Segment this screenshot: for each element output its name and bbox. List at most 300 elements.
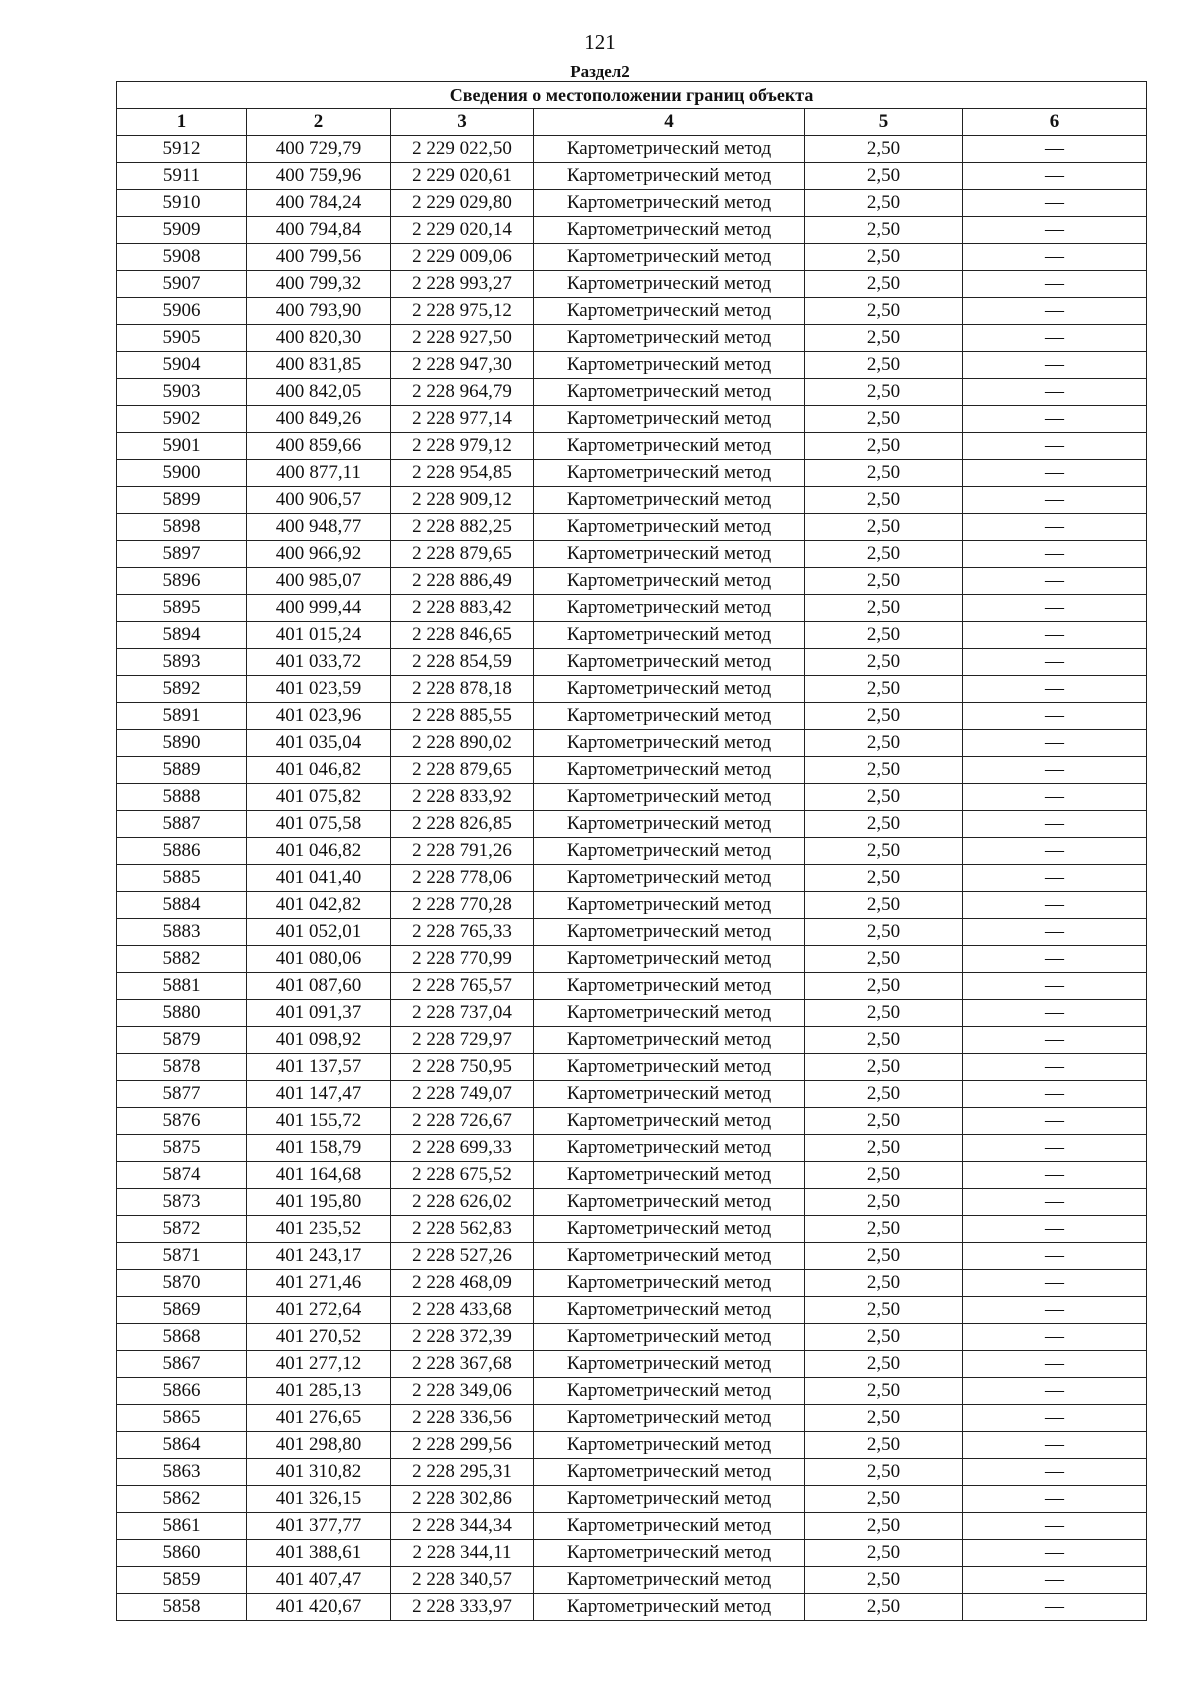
dash-cell: —: [963, 973, 1147, 1000]
x-coordinate-cell: 401 075,82: [247, 784, 391, 811]
dash-cell: —: [963, 892, 1147, 919]
y-coordinate-cell: 2 228 890,02: [391, 730, 534, 757]
x-coordinate-cell: 400 794,84: [247, 217, 391, 244]
method-cell: Картометрический метод: [534, 433, 805, 460]
point-number-cell: 5874: [117, 1162, 247, 1189]
table-row: [117, 1027, 1147, 1054]
dash-cell: —: [963, 946, 1147, 973]
dash-cell: —: [963, 1297, 1147, 1324]
y-coordinate-cell: 2 228 726,67: [391, 1108, 534, 1135]
x-coordinate-cell: 401 407,47: [247, 1567, 391, 1594]
point-number-cell: 5901: [117, 433, 247, 460]
x-coordinate-cell: 401 046,82: [247, 838, 391, 865]
dash-cell: —: [963, 487, 1147, 514]
method-cell: Картометрический метод: [534, 1243, 805, 1270]
x-coordinate-cell: 401 035,04: [247, 730, 391, 757]
x-coordinate-cell: 400 948,77: [247, 514, 391, 541]
table-row: [117, 406, 1147, 433]
y-coordinate-cell: 2 228 854,59: [391, 649, 534, 676]
table-row: [117, 541, 1147, 568]
dash-cell: —: [963, 1378, 1147, 1405]
y-coordinate-cell: 2 228 977,14: [391, 406, 534, 433]
point-number-cell: 5890: [117, 730, 247, 757]
accuracy-cell: 2,50: [805, 325, 963, 352]
point-number-cell: 5880: [117, 1000, 247, 1027]
point-number-cell: 5902: [117, 406, 247, 433]
accuracy-cell: 2,50: [805, 730, 963, 757]
table-row: [117, 622, 1147, 649]
table-row: [117, 649, 1147, 676]
accuracy-cell: 2,50: [805, 298, 963, 325]
point-number-cell: 5907: [117, 271, 247, 298]
table-row: [117, 1540, 1147, 1567]
method-cell: Картометрический метод: [534, 1027, 805, 1054]
section-label: Раздел2: [570, 62, 630, 81]
x-coordinate-cell: 401 271,46: [247, 1270, 391, 1297]
point-number-cell: 5897: [117, 541, 247, 568]
point-number-cell: 5912: [117, 136, 247, 163]
point-number-cell: 5859: [117, 1567, 247, 1594]
y-coordinate-cell: 2 228 302,86: [391, 1486, 534, 1513]
dash-cell: —: [963, 1270, 1147, 1297]
x-coordinate-cell: 401 023,59: [247, 676, 391, 703]
point-number-cell: 5906: [117, 298, 247, 325]
method-cell: Картометрический метод: [534, 514, 805, 541]
accuracy-cell: 2,50: [805, 622, 963, 649]
dash-cell: —: [963, 838, 1147, 865]
table-row: [117, 1405, 1147, 1432]
accuracy-cell: 2,50: [805, 1405, 963, 1432]
point-number-cell: 5871: [117, 1243, 247, 1270]
accuracy-cell: 2,50: [805, 217, 963, 244]
point-number-cell: 5883: [117, 919, 247, 946]
x-coordinate-cell: 400 859,66: [247, 433, 391, 460]
y-coordinate-cell: 2 228 626,02: [391, 1189, 534, 1216]
table-row: [117, 217, 1147, 244]
method-cell: Картометрический метод: [534, 838, 805, 865]
y-coordinate-cell: 2 228 737,04: [391, 1000, 534, 1027]
point-number-cell: 5872: [117, 1216, 247, 1243]
method-cell: Картометрический метод: [534, 1054, 805, 1081]
accuracy-cell: 2,50: [805, 487, 963, 514]
method-cell: Картометрический метод: [534, 244, 805, 271]
accuracy-cell: 2,50: [805, 1486, 963, 1513]
dash-cell: —: [963, 352, 1147, 379]
accuracy-cell: 2,50: [805, 163, 963, 190]
x-coordinate-cell: 400 820,30: [247, 325, 391, 352]
table-row: [117, 433, 1147, 460]
accuracy-cell: 2,50: [805, 1054, 963, 1081]
x-coordinate-cell: 401 147,47: [247, 1081, 391, 1108]
point-number-cell: 5887: [117, 811, 247, 838]
x-coordinate-cell: 401 046,82: [247, 757, 391, 784]
y-coordinate-cell: 2 228 333,97: [391, 1594, 534, 1621]
accuracy-cell: 2,50: [805, 1027, 963, 1054]
point-number-cell: 5905: [117, 325, 247, 352]
y-coordinate-cell: 2 228 833,92: [391, 784, 534, 811]
accuracy-cell: 2,50: [805, 568, 963, 595]
dash-cell: —: [963, 703, 1147, 730]
method-cell: Картометрический метод: [534, 973, 805, 1000]
dash-cell: —: [963, 1000, 1147, 1027]
column-number-row: [117, 109, 1147, 136]
y-coordinate-cell: 2 228 433,68: [391, 1297, 534, 1324]
page-number: 121: [584, 30, 616, 54]
point-number-cell: 5862: [117, 1486, 247, 1513]
table-row: [117, 1162, 1147, 1189]
accuracy-cell: 2,50: [805, 1243, 963, 1270]
method-cell: Картометрический метод: [534, 136, 805, 163]
table-row: [117, 1054, 1147, 1081]
method-cell: Картометрический метод: [534, 217, 805, 244]
method-cell: Картометрический метод: [534, 1216, 805, 1243]
point-number-cell: 5861: [117, 1513, 247, 1540]
method-cell: Картометрический метод: [534, 1135, 805, 1162]
x-coordinate-cell: 400 759,96: [247, 163, 391, 190]
table-row: [117, 703, 1147, 730]
column-header: 1: [117, 109, 247, 136]
y-coordinate-cell: 2 229 029,80: [391, 190, 534, 217]
point-number-cell: 5877: [117, 1081, 247, 1108]
point-number-cell: 5888: [117, 784, 247, 811]
accuracy-cell: 2,50: [805, 136, 963, 163]
accuracy-cell: 2,50: [805, 406, 963, 433]
x-coordinate-cell: 401 235,52: [247, 1216, 391, 1243]
point-number-cell: 5892: [117, 676, 247, 703]
point-number-cell: 5889: [117, 757, 247, 784]
method-cell: Картометрический метод: [534, 1324, 805, 1351]
y-coordinate-cell: 2 228 954,85: [391, 460, 534, 487]
y-coordinate-cell: 2 228 336,56: [391, 1405, 534, 1432]
y-coordinate-cell: 2 228 295,31: [391, 1459, 534, 1486]
point-number-cell: 5864: [117, 1432, 247, 1459]
table-row: [117, 298, 1147, 325]
table-caption-row: [117, 82, 1147, 109]
accuracy-cell: 2,50: [805, 271, 963, 298]
column-header: 2: [247, 109, 391, 136]
y-coordinate-cell: 2 228 879,65: [391, 541, 534, 568]
x-coordinate-cell: 400 799,56: [247, 244, 391, 271]
accuracy-cell: 2,50: [805, 1081, 963, 1108]
x-coordinate-cell: 401 272,64: [247, 1297, 391, 1324]
accuracy-cell: 2,50: [805, 190, 963, 217]
method-cell: Картометрический метод: [534, 1081, 805, 1108]
method-cell: Картометрический метод: [534, 163, 805, 190]
point-number-cell: 5884: [117, 892, 247, 919]
method-cell: Картометрический метод: [534, 1594, 805, 1621]
table-row: [117, 811, 1147, 838]
x-coordinate-cell: 400 842,05: [247, 379, 391, 406]
method-cell: Картометрический метод: [534, 379, 805, 406]
y-coordinate-cell: 2 228 344,11: [391, 1540, 534, 1567]
dash-cell: —: [963, 865, 1147, 892]
dash-cell: —: [963, 1108, 1147, 1135]
point-number-cell: 5867: [117, 1351, 247, 1378]
accuracy-cell: 2,50: [805, 1324, 963, 1351]
accuracy-cell: 2,50: [805, 919, 963, 946]
y-coordinate-cell: 2 228 699,33: [391, 1135, 534, 1162]
y-coordinate-cell: 2 228 675,52: [391, 1162, 534, 1189]
accuracy-cell: 2,50: [805, 838, 963, 865]
table-body: [117, 136, 1147, 1621]
accuracy-cell: 2,50: [805, 1378, 963, 1405]
point-number-cell: 5900: [117, 460, 247, 487]
point-number-cell: 5891: [117, 703, 247, 730]
table-row: [117, 325, 1147, 352]
point-number-cell: 5909: [117, 217, 247, 244]
table-row: [117, 1297, 1147, 1324]
table-caption: Сведения о местоположении границ объекта: [117, 82, 1147, 109]
table-row: [117, 136, 1147, 163]
dash-cell: —: [963, 541, 1147, 568]
accuracy-cell: 2,50: [805, 703, 963, 730]
table-row: [117, 838, 1147, 865]
dash-cell: —: [963, 1162, 1147, 1189]
y-coordinate-cell: 2 229 022,50: [391, 136, 534, 163]
x-coordinate-cell: 401 042,82: [247, 892, 391, 919]
dash-cell: —: [963, 271, 1147, 298]
y-coordinate-cell: 2 228 791,26: [391, 838, 534, 865]
method-cell: Картометрический метод: [534, 649, 805, 676]
dash-cell: —: [963, 190, 1147, 217]
method-cell: Картометрический метод: [534, 757, 805, 784]
dash-cell: —: [963, 1054, 1147, 1081]
method-cell: Картометрический метод: [534, 919, 805, 946]
dash-cell: —: [963, 757, 1147, 784]
point-number-cell: 5894: [117, 622, 247, 649]
y-coordinate-cell: 2 228 299,56: [391, 1432, 534, 1459]
accuracy-cell: 2,50: [805, 1135, 963, 1162]
x-coordinate-cell: 400 799,32: [247, 271, 391, 298]
x-coordinate-cell: 401 243,17: [247, 1243, 391, 1270]
method-cell: Картометрический метод: [534, 1513, 805, 1540]
method-cell: Картометрический метод: [534, 271, 805, 298]
accuracy-cell: 2,50: [805, 1594, 963, 1621]
x-coordinate-cell: 400 831,85: [247, 352, 391, 379]
dash-cell: —: [963, 730, 1147, 757]
x-coordinate-cell: 400 793,90: [247, 298, 391, 325]
table-row: [117, 271, 1147, 298]
accuracy-cell: 2,50: [805, 1351, 963, 1378]
table-row: [117, 595, 1147, 622]
table-row: [117, 1486, 1147, 1513]
dash-cell: —: [963, 217, 1147, 244]
y-coordinate-cell: 2 228 372,39: [391, 1324, 534, 1351]
y-coordinate-cell: 2 228 964,79: [391, 379, 534, 406]
dash-cell: —: [963, 1243, 1147, 1270]
method-cell: Картометрический метод: [534, 1297, 805, 1324]
y-coordinate-cell: 2 228 879,65: [391, 757, 534, 784]
point-number-cell: 5896: [117, 568, 247, 595]
point-number-cell: 5866: [117, 1378, 247, 1405]
dash-cell: —: [963, 1405, 1147, 1432]
table-row: [117, 1189, 1147, 1216]
accuracy-cell: 2,50: [805, 460, 963, 487]
table-row: [117, 1351, 1147, 1378]
method-cell: Картометрический метод: [534, 730, 805, 757]
table-row: [117, 568, 1147, 595]
method-cell: Картометрический метод: [534, 1405, 805, 1432]
x-coordinate-cell: 400 784,24: [247, 190, 391, 217]
method-cell: Картометрический метод: [534, 487, 805, 514]
dash-cell: —: [963, 514, 1147, 541]
accuracy-cell: 2,50: [805, 757, 963, 784]
point-number-cell: 5860: [117, 1540, 247, 1567]
method-cell: Картометрический метод: [534, 784, 805, 811]
method-cell: Картометрический метод: [534, 892, 805, 919]
method-cell: Картометрический метод: [534, 541, 805, 568]
dash-cell: —: [963, 1216, 1147, 1243]
table-row: [117, 352, 1147, 379]
x-coordinate-cell: 401 080,06: [247, 946, 391, 973]
y-coordinate-cell: 2 228 349,06: [391, 1378, 534, 1405]
x-coordinate-cell: 401 023,96: [247, 703, 391, 730]
dash-cell: —: [963, 163, 1147, 190]
table-row: [117, 1459, 1147, 1486]
method-cell: Картометрический метод: [534, 1567, 805, 1594]
table-row: [117, 865, 1147, 892]
accuracy-cell: 2,50: [805, 1459, 963, 1486]
x-coordinate-cell: 400 985,07: [247, 568, 391, 595]
dash-cell: —: [963, 1594, 1147, 1621]
table-row: [117, 757, 1147, 784]
table-row: [117, 244, 1147, 271]
y-coordinate-cell: 2 228 770,28: [391, 892, 534, 919]
y-coordinate-cell: 2 228 749,07: [391, 1081, 534, 1108]
point-number-cell: 5903: [117, 379, 247, 406]
y-coordinate-cell: 2 228 340,57: [391, 1567, 534, 1594]
accuracy-cell: 2,50: [805, 892, 963, 919]
table-row: [117, 514, 1147, 541]
y-coordinate-cell: 2 228 826,85: [391, 811, 534, 838]
point-number-cell: 5870: [117, 1270, 247, 1297]
table-row: [117, 1270, 1147, 1297]
x-coordinate-cell: 400 849,26: [247, 406, 391, 433]
table-row: [117, 1216, 1147, 1243]
table-row: [117, 1594, 1147, 1621]
y-coordinate-cell: 2 228 729,97: [391, 1027, 534, 1054]
accuracy-cell: 2,50: [805, 676, 963, 703]
x-coordinate-cell: 400 966,92: [247, 541, 391, 568]
y-coordinate-cell: 2 228 765,57: [391, 973, 534, 1000]
accuracy-cell: 2,50: [805, 784, 963, 811]
table-row: [117, 379, 1147, 406]
point-number-cell: 5875: [117, 1135, 247, 1162]
dash-cell: —: [963, 1567, 1147, 1594]
table-row: [117, 1243, 1147, 1270]
x-coordinate-cell: 401 270,52: [247, 1324, 391, 1351]
x-coordinate-cell: 401 298,80: [247, 1432, 391, 1459]
method-cell: Картометрический метод: [534, 1432, 805, 1459]
dash-cell: —: [963, 1540, 1147, 1567]
method-cell: Картометрический метод: [534, 352, 805, 379]
dash-cell: —: [963, 784, 1147, 811]
method-cell: Картометрический метод: [534, 1540, 805, 1567]
method-cell: Картометрический метод: [534, 1162, 805, 1189]
table-row: [117, 1081, 1147, 1108]
point-number-cell: 5895: [117, 595, 247, 622]
table-row: [117, 163, 1147, 190]
boundary-coordinates-table: [116, 81, 1147, 1621]
accuracy-cell: 2,50: [805, 352, 963, 379]
y-coordinate-cell: 2 228 878,18: [391, 676, 534, 703]
x-coordinate-cell: 401 326,15: [247, 1486, 391, 1513]
dash-cell: —: [963, 1027, 1147, 1054]
y-coordinate-cell: 2 228 468,09: [391, 1270, 534, 1297]
table-row: [117, 1567, 1147, 1594]
dash-cell: —: [963, 1351, 1147, 1378]
x-coordinate-cell: 401 310,82: [247, 1459, 391, 1486]
y-coordinate-cell: 2 228 927,50: [391, 325, 534, 352]
point-number-cell: 5893: [117, 649, 247, 676]
method-cell: Картометрический метод: [534, 1000, 805, 1027]
column-header: 3: [391, 109, 534, 136]
dash-cell: —: [963, 811, 1147, 838]
x-coordinate-cell: 401 052,01: [247, 919, 391, 946]
accuracy-cell: 2,50: [805, 973, 963, 1000]
table-row: [117, 1135, 1147, 1162]
accuracy-cell: 2,50: [805, 244, 963, 271]
point-number-cell: 5899: [117, 487, 247, 514]
y-coordinate-cell: 2 228 765,33: [391, 919, 534, 946]
method-cell: Картометрический метод: [534, 568, 805, 595]
point-number-cell: 5881: [117, 973, 247, 1000]
accuracy-cell: 2,50: [805, 865, 963, 892]
x-coordinate-cell: 400 999,44: [247, 595, 391, 622]
point-number-cell: 5886: [117, 838, 247, 865]
accuracy-cell: 2,50: [805, 946, 963, 973]
point-number-cell: 5863: [117, 1459, 247, 1486]
accuracy-cell: 2,50: [805, 433, 963, 460]
y-coordinate-cell: 2 229 020,14: [391, 217, 534, 244]
dash-cell: —: [963, 649, 1147, 676]
y-coordinate-cell: 2 228 882,25: [391, 514, 534, 541]
dash-cell: —: [963, 676, 1147, 703]
method-cell: Картометрический метод: [534, 190, 805, 217]
y-coordinate-cell: 2 228 975,12: [391, 298, 534, 325]
dash-cell: —: [963, 379, 1147, 406]
table-row: [117, 784, 1147, 811]
accuracy-cell: 2,50: [805, 1540, 963, 1567]
method-cell: Картометрический метод: [534, 298, 805, 325]
table-row: [117, 1432, 1147, 1459]
x-coordinate-cell: 400 729,79: [247, 136, 391, 163]
point-number-cell: 5885: [117, 865, 247, 892]
method-cell: Картометрический метод: [534, 676, 805, 703]
dash-cell: —: [963, 136, 1147, 163]
table-row: [117, 730, 1147, 757]
table-row: [117, 892, 1147, 919]
dash-cell: —: [963, 1432, 1147, 1459]
point-number-cell: 5910: [117, 190, 247, 217]
column-header: 5: [805, 109, 963, 136]
method-cell: Картометрический метод: [534, 1351, 805, 1378]
table-row: [117, 1513, 1147, 1540]
accuracy-cell: 2,50: [805, 1270, 963, 1297]
x-coordinate-cell: 401 285,13: [247, 1378, 391, 1405]
x-coordinate-cell: 401 420,67: [247, 1594, 391, 1621]
accuracy-cell: 2,50: [805, 1216, 963, 1243]
x-coordinate-cell: 401 377,77: [247, 1513, 391, 1540]
accuracy-cell: 2,50: [805, 649, 963, 676]
x-coordinate-cell: 401 158,79: [247, 1135, 391, 1162]
y-coordinate-cell: 2 228 885,55: [391, 703, 534, 730]
column-header: 6: [963, 109, 1147, 136]
point-number-cell: 5878: [117, 1054, 247, 1081]
y-coordinate-cell: 2 229 009,06: [391, 244, 534, 271]
point-number-cell: 5898: [117, 514, 247, 541]
table-row: [117, 1000, 1147, 1027]
